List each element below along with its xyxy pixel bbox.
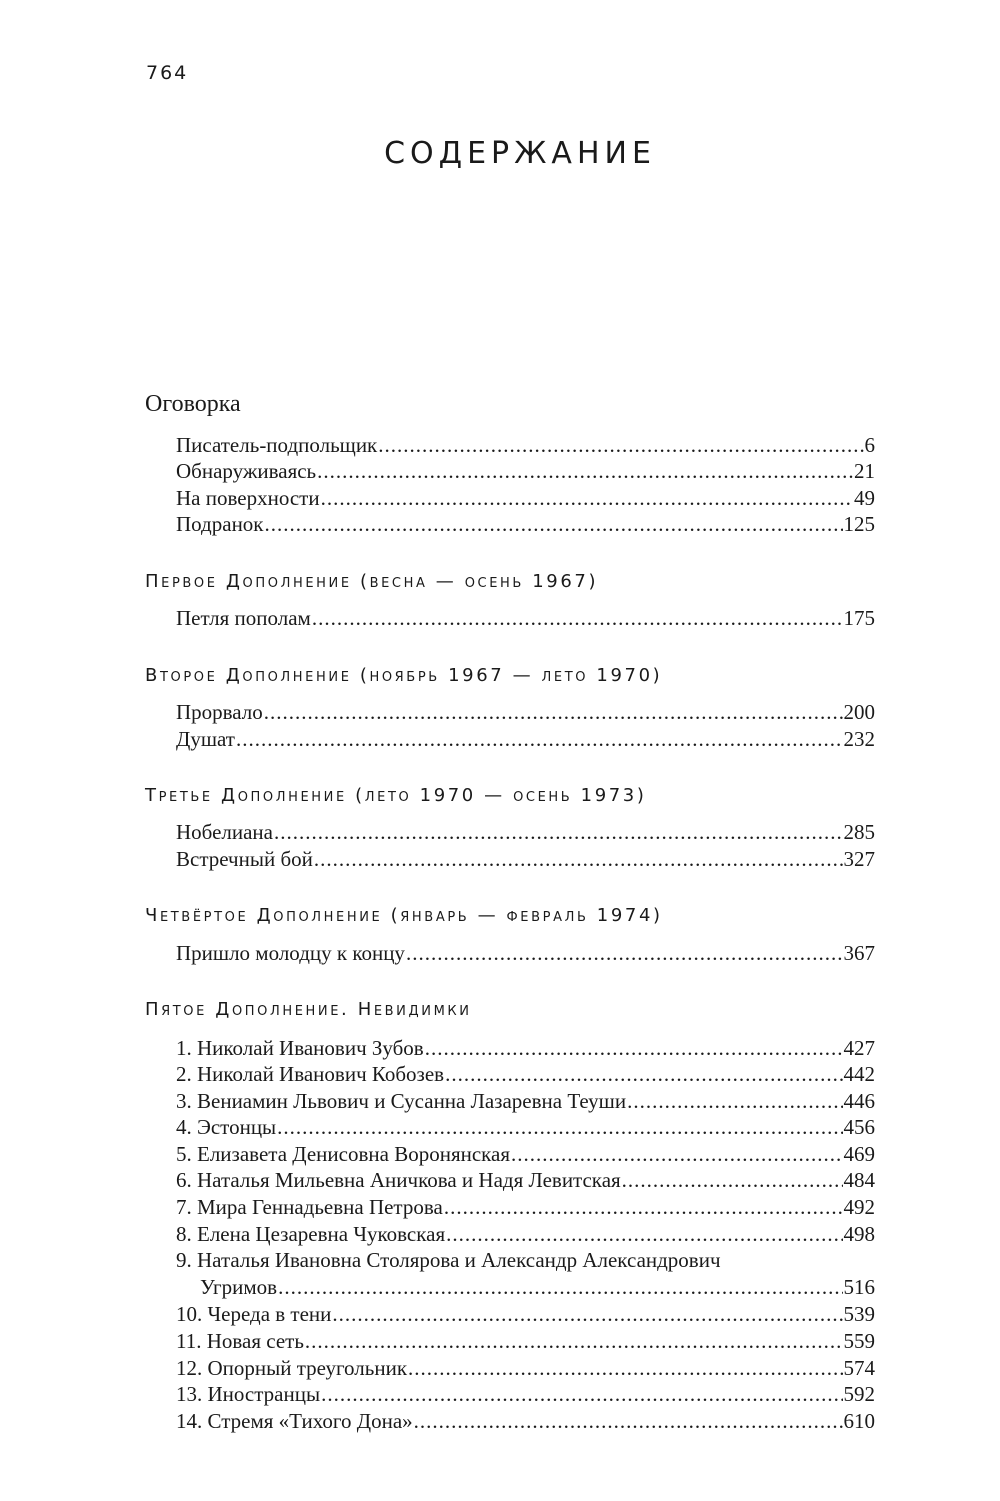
dot-leader bbox=[321, 1381, 842, 1408]
toc-entry bbox=[176, 1167, 875, 1194]
entry-title: Нобелиана bbox=[176, 820, 273, 844]
entry-title: 4. Эстонцы bbox=[176, 1115, 277, 1139]
entry-page: 592 bbox=[843, 1382, 875, 1406]
toc-entry bbox=[176, 1381, 875, 1408]
entry-title: 8. Елена Цезаревна Чуковская bbox=[176, 1222, 446, 1246]
entry-title: Пришло молодцу к концу bbox=[176, 941, 405, 965]
toc-entry bbox=[176, 940, 875, 967]
dot-leader bbox=[445, 1061, 842, 1088]
entry-title: Подранок bbox=[176, 512, 264, 536]
toc-entry bbox=[200, 1274, 875, 1301]
dot-leader bbox=[236, 726, 843, 753]
entry-page: 498 bbox=[843, 1222, 875, 1246]
entry-page: 125 bbox=[843, 512, 875, 536]
dot-leader bbox=[277, 1114, 842, 1141]
dot-leader bbox=[444, 1194, 843, 1221]
entry-title: 11. Новая сеть bbox=[176, 1329, 304, 1353]
entry-page: 539 bbox=[843, 1302, 875, 1326]
dot-leader bbox=[321, 485, 853, 512]
toc-entry bbox=[176, 1061, 875, 1088]
entry-page: 456 bbox=[843, 1115, 875, 1139]
toc-entry bbox=[176, 1194, 875, 1221]
dot-leader bbox=[627, 1088, 842, 1115]
toc-entry bbox=[176, 1221, 875, 1248]
entry-page: 492 bbox=[843, 1195, 875, 1219]
entry-title: 12. Опорный треугольник bbox=[176, 1356, 408, 1380]
entry-page: 175 bbox=[843, 606, 875, 630]
toc-entry bbox=[176, 458, 875, 485]
entry-page: 49 bbox=[854, 486, 875, 510]
section-heading: Пятое Дополнение. Невидимки bbox=[145, 999, 472, 1020]
dot-leader bbox=[622, 1167, 843, 1194]
toc-entry bbox=[176, 846, 875, 873]
entry-page: 6 bbox=[864, 433, 875, 457]
dot-leader bbox=[425, 1035, 843, 1062]
section-heading: Оговорка bbox=[145, 391, 241, 417]
entry-page: 427 bbox=[843, 1036, 875, 1060]
dot-leader bbox=[274, 819, 843, 846]
toc-entry bbox=[176, 726, 875, 753]
entry-title: На поверхности bbox=[176, 486, 320, 510]
dot-leader bbox=[446, 1221, 842, 1248]
dot-leader bbox=[312, 605, 843, 632]
dot-leader bbox=[264, 699, 843, 726]
toc-entry bbox=[176, 485, 875, 512]
entry-page: 469 bbox=[843, 1142, 875, 1166]
entry-title: Душат bbox=[176, 727, 235, 751]
dot-leader bbox=[414, 1408, 843, 1435]
entry-title: Петля пополам bbox=[176, 606, 311, 630]
entry-page: 367 bbox=[843, 941, 875, 965]
entry-title: Угримов bbox=[200, 1275, 278, 1299]
toc-entry bbox=[176, 605, 875, 632]
entry-title: 7. Мира Геннадьевна Петрова bbox=[176, 1195, 443, 1219]
entry-title: 3. Вениамин Львович и Сусанна Лазаревна Теуши bbox=[176, 1089, 627, 1113]
section-heading: Четвёртое Дополнение (январь — февраль 1974) bbox=[145, 905, 663, 926]
page-title: СОДЕРЖАНИЕ bbox=[384, 136, 656, 171]
toc-entry bbox=[176, 1408, 875, 1435]
dot-leader bbox=[278, 1274, 842, 1301]
entry-title: 2. Николай Иванович Кобозев bbox=[176, 1062, 445, 1086]
section-heading: Второе Дополнение (ноябрь 1967 — лето 1970) bbox=[145, 665, 663, 686]
entry-page: 446 bbox=[843, 1089, 875, 1113]
section-heading: Третье Дополнение (лето 1970 — осень 1973) bbox=[145, 785, 647, 806]
toc-entry bbox=[176, 1301, 875, 1328]
dot-leader bbox=[406, 940, 843, 967]
entry-title: Прорвало bbox=[176, 700, 263, 724]
entry-title: Писатель-подпольщик bbox=[176, 433, 378, 457]
dot-leader bbox=[317, 458, 853, 485]
entry-title: 10. Череда в тени bbox=[176, 1302, 332, 1326]
dot-leader bbox=[408, 1355, 842, 1382]
entry-page: 516 bbox=[843, 1275, 875, 1299]
toc-entry bbox=[176, 432, 875, 459]
entry-page: 484 bbox=[843, 1168, 875, 1192]
toc-entry bbox=[176, 1328, 875, 1355]
dot-leader bbox=[265, 511, 843, 538]
entry-page: 21 bbox=[854, 459, 875, 483]
entry-title: 1. Николай Иванович Зубов bbox=[176, 1036, 424, 1060]
toc-entry bbox=[176, 1355, 875, 1382]
entry-title: 13. Иностранцы bbox=[176, 1382, 321, 1406]
toc-entry bbox=[176, 1114, 875, 1141]
toc-entry bbox=[176, 699, 875, 726]
entry-title: 5. Елизавета Денисовна Воронянская bbox=[176, 1142, 511, 1166]
toc-entry bbox=[176, 819, 875, 846]
toc-entry bbox=[176, 1035, 875, 1062]
entry-page: 559 bbox=[843, 1329, 875, 1353]
dot-leader bbox=[314, 846, 843, 873]
dot-leader bbox=[305, 1328, 843, 1355]
toc-entry bbox=[176, 1141, 875, 1168]
entry-page: 610 bbox=[843, 1409, 875, 1433]
entry-page: 285 bbox=[843, 820, 875, 844]
entry-title: Встречный бой bbox=[176, 847, 313, 871]
entry-page: 200 bbox=[843, 700, 875, 724]
section-heading: Первое Дополнение (весна — осень 1967) bbox=[145, 571, 599, 592]
dot-leader bbox=[332, 1301, 842, 1328]
entry-title: 14. Стремя «Тихого Дона» bbox=[176, 1409, 413, 1433]
entry-page: 574 bbox=[843, 1356, 875, 1380]
entry-page: 232 bbox=[843, 727, 875, 751]
toc-entry bbox=[176, 1088, 875, 1115]
entry-title: Обнаруживаясь bbox=[176, 459, 317, 483]
dot-leader bbox=[378, 432, 863, 459]
toc-entry bbox=[176, 511, 875, 538]
page-number: 764 bbox=[146, 62, 189, 84]
entry-page: 442 bbox=[843, 1062, 875, 1086]
entry-page: 327 bbox=[843, 847, 875, 871]
entry-title: 6. Наталья Мильевна Аничкова и Надя Левитская bbox=[176, 1168, 621, 1192]
entry-title-first-line: 9. Наталья Ивановна Столярова и Александр Александрович bbox=[176, 1248, 721, 1272]
dot-leader bbox=[511, 1141, 842, 1168]
